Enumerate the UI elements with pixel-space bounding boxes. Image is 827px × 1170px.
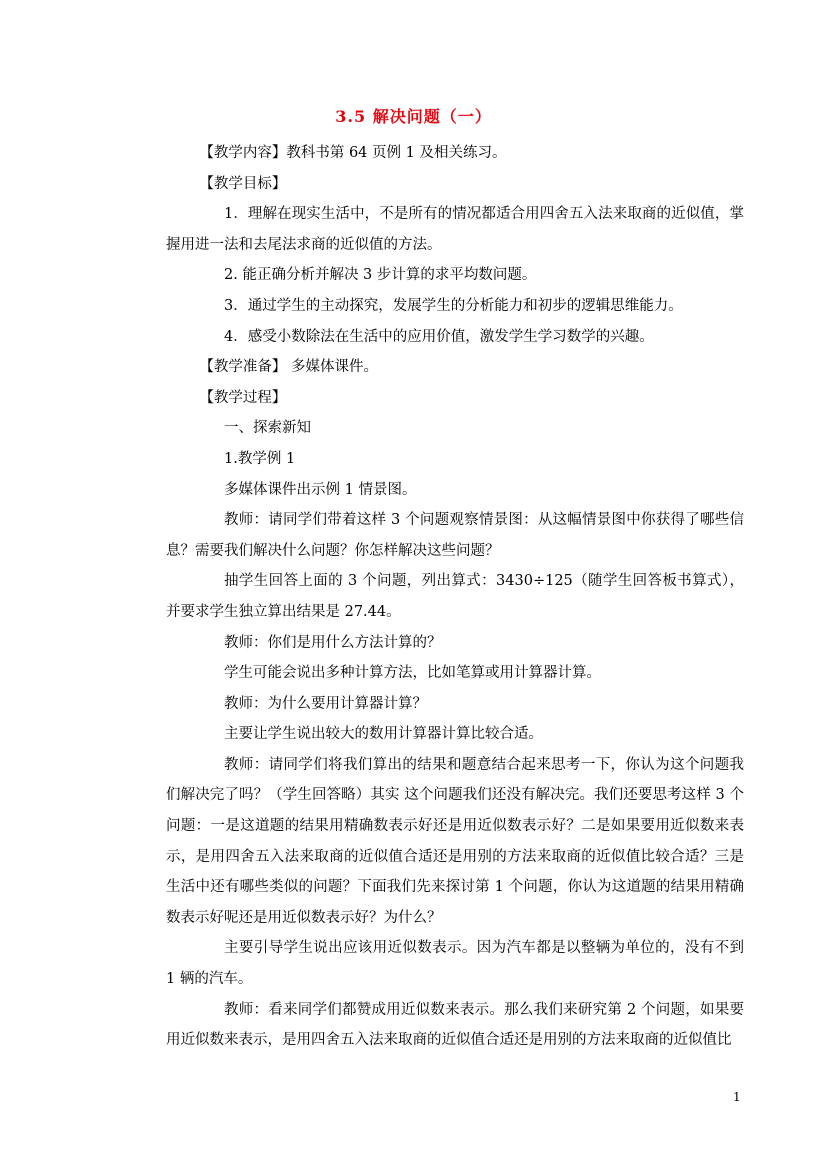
paragraph: 学生可能会说出多种计算方法，比如笔算或用计算器计算。 bbox=[224, 665, 601, 682]
page-number: 1 bbox=[733, 1090, 741, 1104]
teaching-prep: 【教学准备】 多媒体课件。 bbox=[199, 359, 378, 376]
goals-heading: 【教学目标】 bbox=[199, 175, 287, 192]
paragraph: 教师：你们是用什么方法计算的？ bbox=[224, 634, 442, 651]
part-one-heading: 一、探索新知 bbox=[224, 420, 311, 437]
paragraph: 教师：请同学们将我们算出的结果和题意结合起来思考一下，你认为这个问题我们解决完了吗？（学生回答略）其实 这个问题我们还没有解决完。我们还要思考这样 3 个问题：一是这道题的结果用精确数表示好还是用近似数表示好？二是如果要用近似数来表示，是用四舍五入法来取商的近似值合适还是用别的方法来取商的近似值比较合适？三是生活中还有哪些类似的问题？下面我们先来探讨第 1 个问题，你认为这道题的结果用精确数表示好呢还是用近似数表示好？为什么？ bbox=[166, 756, 744, 926]
paragraph: 主要引导学生说出应该用近似数表示。因为汽车都是以整辆为单位的，没有不到 1 辆的汽车。 bbox=[166, 940, 744, 988]
paragraph: 教师：请同学们带着这样 3 个问题观察情景图：从这幅情景图中你获得了哪些信息？需要我们解决什么问题？你怎样解决这些问题？ bbox=[166, 512, 744, 559]
page-title: 3.5 解决问题（一） bbox=[335, 107, 492, 126]
paragraph: 抽学生回答上面的 3 个问题，列出算式：3430÷125（随学生回答板书算式），并要求学生独立算出结果是 27.44。 bbox=[166, 573, 744, 620]
document-body bbox=[166, 138, 744, 1056]
paragraph: 教师：看来同学们都赞成用近似数来表示。那么我们来研究第 2 个问题，如果要用近似数来表示，是用四舍五入法来取商的近似值合适还是用别的方法来取商的近似值比 bbox=[166, 1001, 744, 1049]
paragraph: 教师：为什么要用计算器计算？ bbox=[224, 695, 427, 712]
goal-1: 1．理解在现实生活中，不是所有的情况都适合用四舍五入法来取商的近似值，掌握用进一法和去尾法求商的近似值的方法。 bbox=[166, 206, 744, 253]
paragraph: 主要让学生说出较大的数用计算器计算比较合适。 bbox=[224, 726, 543, 743]
goal-4: 4．感受小数除法在生活中的应用价值，激发学生学习数学的兴趣。 bbox=[224, 328, 654, 345]
goal-2: 2. 能正确分析并解决 3 步计算的求平均数问题。 bbox=[224, 267, 537, 284]
process-heading: 【教学过程】 bbox=[199, 389, 287, 406]
teaching-content: 【教学内容】教科书第 64 页例 1 及相关练习。 bbox=[199, 145, 507, 161]
paragraph: 多媒体课件出示例 1 情景图。 bbox=[224, 481, 417, 498]
example-one-heading: 1.教学例 1 bbox=[224, 450, 296, 467]
goal-3: 3．通过学生的主动探究，发展学生的分析能力和初步的逻辑思维能力。 bbox=[224, 297, 683, 314]
